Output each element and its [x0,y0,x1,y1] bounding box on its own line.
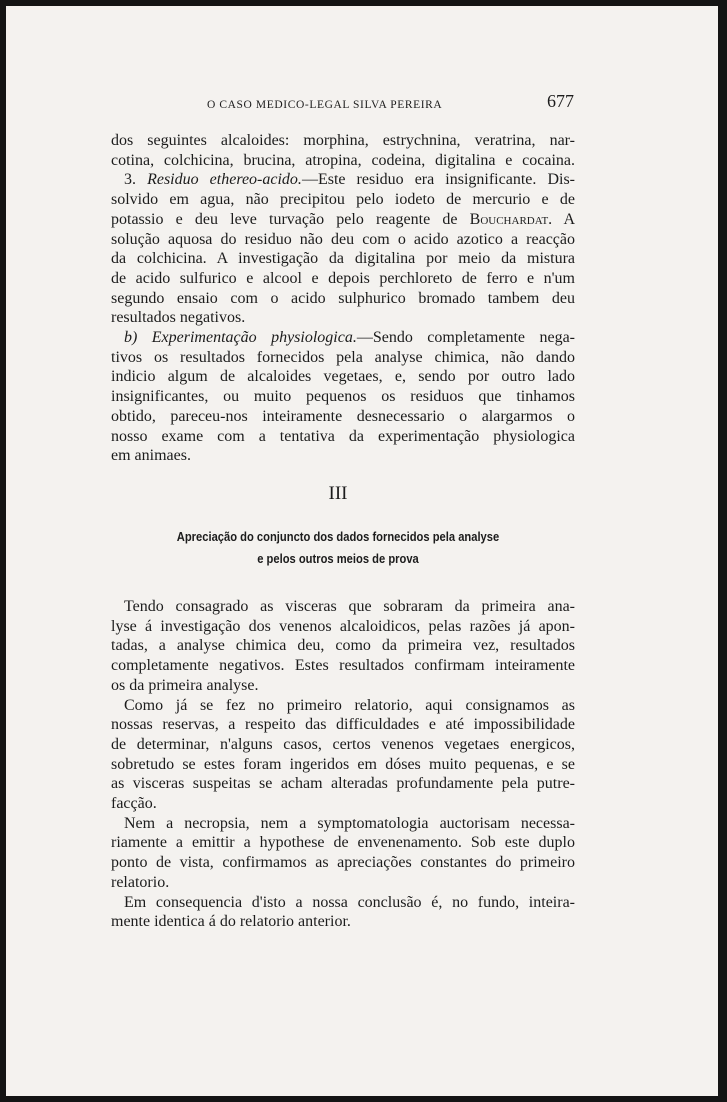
text-line: obtido, pareceu-nos inteiramente desnecessario o alargarmos o [111,407,575,425]
text-line: lyse á investigação dos venenos alcaloidicos, pelas razões já apon- [111,617,575,635]
text-line: Nem a necropsia, nem a symptomatologia auctorisam necessa- [124,814,575,832]
text-line: Em consequencia d'isto a nossa conclusão é, no fundo, inteira- [124,893,575,911]
text-line: em animaes. [111,447,191,465]
section-numeral: III [328,483,348,504]
text-line: tadas, a analyse chimica deu, como da primeira vez, resultados [111,637,575,655]
text-line: b) Experimentação physiologica.—Sendo completamente nega- [124,329,575,347]
text-line: de acido sulfurico e alcool e depois perchloreto de ferro e n'um [111,269,575,287]
text-line: Como já se fez no primeiro relatorio, aqui consignamos as [124,696,575,714]
text-line: potassio e deu leve turvação pelo reagente de Bouchardat. A [111,210,576,228]
author-name: Bouchardat [469,210,549,228]
text-line: resultados negativos. [111,309,246,327]
item-number: b) [124,329,138,347]
section-subtitle-line-1: Apreciação do conjuncto dos dados fornecidos pela analyse [176,529,500,544]
book-page [6,6,718,1096]
text-line: indicio algum de alcaloides vegetaes, e, sendo por outro lado [111,368,575,386]
text-line: cotina, colchicina, brucina, atropina, codeina, digitalina e cocaina. [111,151,575,169]
text-line: ponto de vista, confirmamos as apreciações constantes do primeiro [111,854,575,872]
item-heading: Residuo ethereo-acido. [147,171,302,189]
text-line: segundo ensaio com o acido sulphurico bromado tambem deu [111,289,575,307]
text-line: nossas reservas, a respeito das difficuldades e até impossibilidade [111,716,575,734]
text-line: 3. Residuo ethereo-acido.—Este residuo era insignificante. Dis- [124,171,575,189]
text-line: facção. [111,795,157,813]
text-line: sobretudo se estes foram ingeridos em dóses muito pequenas, e se [111,755,575,773]
text-line: tivos os resultados fornecidos pela analyse chimica, não dando [111,348,575,366]
text-line: solvido em agua, não precipitou pelo iodeto de mercurio e de [111,191,575,209]
text-line: relatorio. [111,873,170,891]
text-line: completamente negativos. Estes resultados confirmam inteiramente [111,657,575,675]
text-line: riamente a emittir a hypothese de envenenamento. Sob este duplo [111,834,575,852]
text-line: da colchicina. A investigação da digitalina por meio da mistura [111,250,575,268]
item-heading: Experimentação physiologica. [151,329,357,347]
text-line: mente identica á do relatorio anterior. [111,913,351,931]
text-line: insignificantes, ou muito pequenos os residuos que tinhamos [111,388,575,406]
paragraph-block-analysis [111,131,575,466]
text-line: dos seguintes alcaloides: morphina, estrychnina, veratrina, nar- [111,132,575,149]
text-line: Tendo consagrado as visceras que sobraram da primeira ana- [124,598,575,615]
text-line: solução aquosa do residuo não deu com o acido azotico a reacção [111,230,575,248]
text-line: nosso exame com a tentativa da experimentação physiologica [111,427,575,445]
text-line: de determinar, n'alguns casos, certos venenos vegetaes energicos, [111,735,575,753]
item-number: 3. [124,171,136,189]
paragraph-block-appreciation [111,597,575,932]
running-title: O CASO MEDICO-LEGAL SILVA PEREIRA [207,99,443,111]
page-number: 677 [547,91,574,111]
text-line: as visceras suspeitas se acham alteradas profundamente pela putre- [111,775,575,793]
text-line: os da primeira analyse. [111,676,259,694]
section-subtitle-line-2: e pelos outros meios de prova [257,551,419,566]
